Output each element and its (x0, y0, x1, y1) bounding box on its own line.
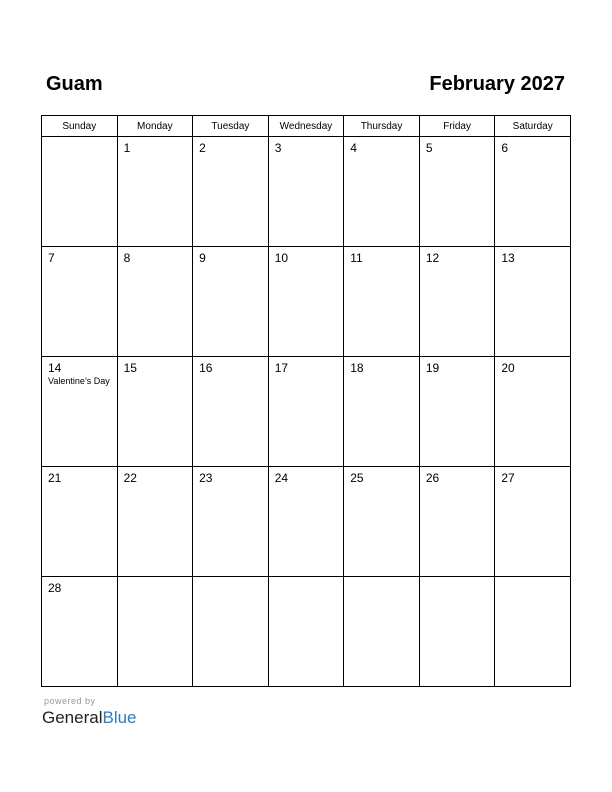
day-number: 27 (501, 471, 515, 485)
day-number: 28 (48, 581, 62, 595)
day-number: 5 (425, 141, 433, 155)
holiday-label: Valentine’s Day (48, 376, 110, 386)
day-cell (117, 137, 193, 247)
day-cell (117, 577, 193, 687)
region-title: Guam (46, 73, 103, 95)
day-cell (419, 357, 495, 467)
weekday-thursday: Thursday (344, 116, 420, 137)
day-number: 17 (274, 361, 289, 375)
day-cell (117, 467, 193, 577)
week-row-4 (42, 467, 571, 577)
day-cell (42, 357, 118, 467)
day-cell (495, 357, 571, 467)
weekday-sunday: Sunday (42, 116, 118, 137)
week-row-3 (42, 357, 571, 467)
day-cell (495, 137, 571, 247)
day-number: 3 (274, 141, 282, 155)
day-number: 2 (199, 141, 206, 155)
day-cell (42, 577, 118, 687)
day-number: 20 (501, 361, 515, 375)
day-number: 21 (48, 471, 62, 485)
day-number: 23 (199, 471, 213, 485)
day-number: 24 (274, 471, 289, 485)
day-number: 16 (199, 361, 213, 375)
day-number: 25 (350, 471, 364, 485)
day-number: 13 (501, 251, 515, 265)
day-cell (193, 577, 269, 687)
day-cell (495, 577, 571, 687)
day-cell (42, 247, 118, 357)
weekday-wednesday: Wednesday (268, 116, 344, 137)
day-cell (193, 137, 269, 247)
day-cell (42, 137, 118, 247)
brand-name-part2: Blue (102, 708, 137, 727)
day-number: 19 (425, 361, 440, 375)
day-cell (495, 247, 571, 357)
generalblue-logo[interactable] (42, 708, 137, 728)
day-number: 8 (123, 251, 131, 265)
day-number: 11 (350, 251, 363, 265)
day-number: 4 (350, 141, 357, 155)
calendar-grid (41, 115, 571, 687)
day-number: 12 (425, 251, 440, 265)
month-title: February 2027 (429, 73, 565, 95)
day-number: 18 (350, 361, 364, 375)
day-cell (419, 247, 495, 357)
day-cell (117, 357, 193, 467)
day-number: 9 (199, 251, 206, 265)
weekday-header-row (42, 116, 571, 137)
week-row-2 (42, 247, 571, 357)
day-number (118, 577, 193, 581)
day-cell (419, 467, 495, 577)
day-cell (193, 357, 269, 467)
day-cell (344, 137, 420, 247)
day-cell (344, 467, 420, 577)
day-cell (268, 137, 344, 247)
powered-by-text: powered by (44, 696, 96, 706)
day-number (344, 577, 419, 581)
day-cell (193, 247, 269, 357)
day-number: 26 (425, 471, 440, 485)
day-cell (268, 247, 344, 357)
day-cell (268, 577, 344, 687)
weekday-saturday: Saturday (495, 116, 571, 137)
day-cell (344, 577, 420, 687)
brand-name-part1: General (42, 708, 103, 727)
day-cell (495, 467, 571, 577)
day-cell (268, 357, 344, 467)
day-number: 10 (274, 251, 289, 265)
day-cell (419, 577, 495, 687)
day-number (269, 577, 344, 581)
day-number (42, 137, 117, 141)
day-number: 14 (48, 361, 62, 375)
day-number: 1 (123, 141, 131, 155)
day-number (495, 577, 570, 581)
week-row-5 (42, 577, 571, 687)
day-number (193, 577, 268, 581)
week-row-1 (42, 137, 571, 247)
day-cell (268, 467, 344, 577)
weekday-friday: Friday (419, 116, 495, 137)
day-cell (193, 467, 269, 577)
weekday-tuesday: Tuesday (193, 116, 269, 137)
day-number: 15 (123, 361, 137, 375)
day-cell (42, 467, 118, 577)
day-cell (344, 247, 420, 357)
day-number: 22 (123, 471, 137, 485)
day-number: 6 (501, 141, 509, 155)
day-cell (419, 137, 495, 247)
day-cell (344, 357, 420, 467)
day-number: 7 (48, 251, 55, 265)
weekday-monday: Monday (117, 116, 193, 137)
day-number (420, 577, 495, 581)
day-cell (117, 247, 193, 357)
